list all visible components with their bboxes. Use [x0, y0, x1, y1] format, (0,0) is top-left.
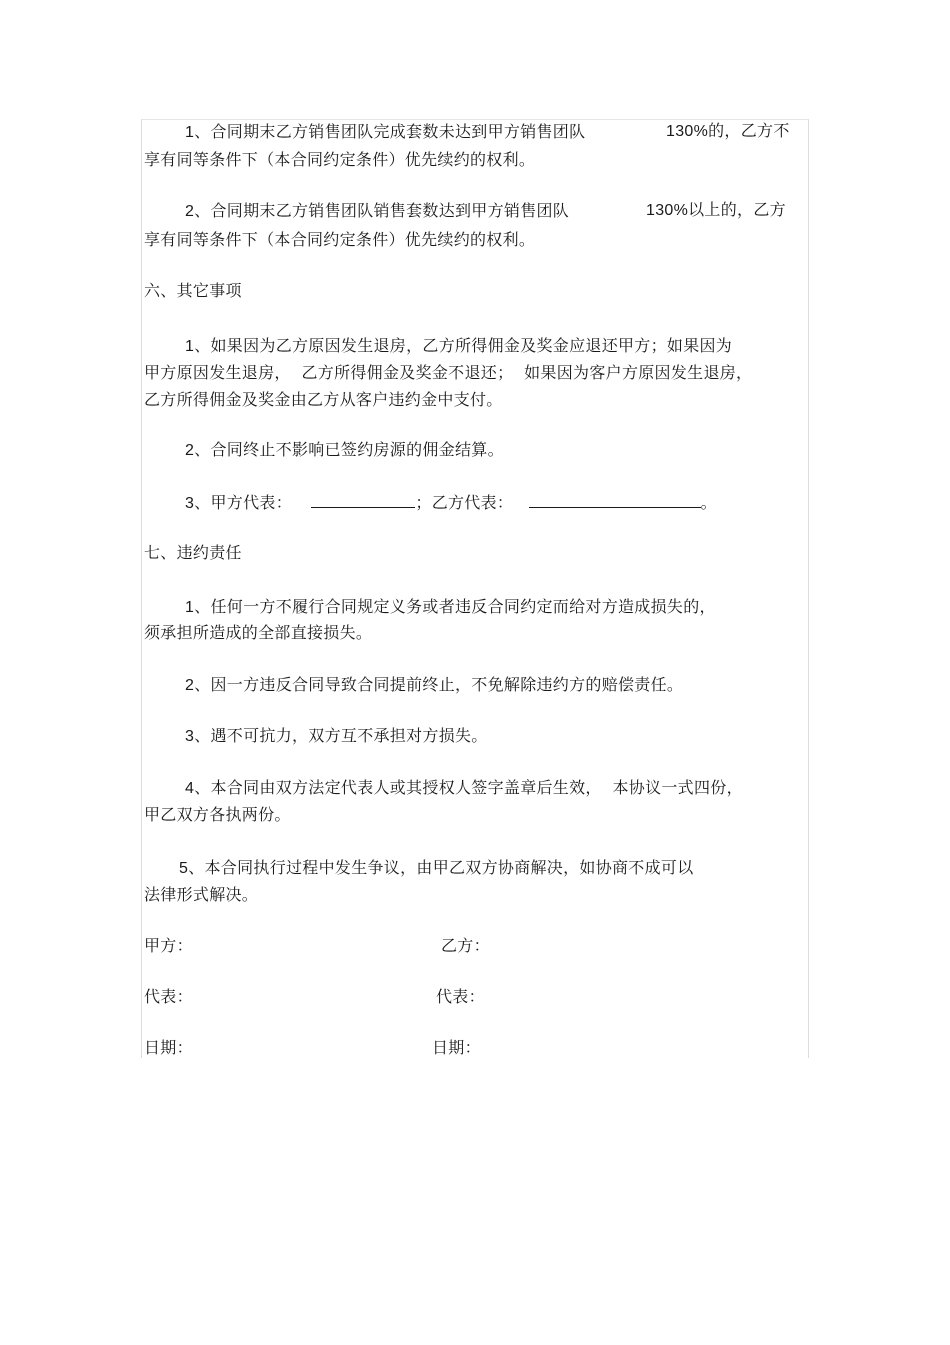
party-b-date-label: 日期：	[432, 1038, 481, 1057]
section-6-heading: 六、其它事项	[144, 281, 242, 300]
clause-5-2-percent: 130%以上的，乙方	[646, 202, 786, 219]
page-border	[141, 119, 809, 1058]
clause-6-1-line-1: 1、如果因为乙方原因发生退房，乙方所得佣金及奖金应退还甲方；如果因为	[185, 336, 733, 355]
party-a-date-label: 日期：	[144, 1038, 193, 1057]
party-b-rep-blank	[529, 489, 701, 508]
clause-7-4-line-2: 甲乙双方各执两份。	[144, 805, 291, 824]
clause-7-2: 2、因一方违反合同导致合同提前终止，不免解除违约方的赔偿责任。	[185, 675, 684, 694]
clause-5-2-line-1: 2、合同期末乙方销售团队销售套数达到甲方销售团队	[185, 201, 570, 220]
party-a-rep-label: 代表：	[144, 987, 193, 1006]
clause-5-2-line-2: 享有同等条件下（本合同约定条件）优先续约的权利。	[144, 230, 536, 249]
clause-6-3: 3、甲方代表： ；乙方代表： 。	[185, 489, 717, 517]
clause-7-1-line-1: 1、任何一方不履行合同规定义务或者违反合同约定而给对方造成损失的，	[185, 597, 716, 616]
section-7-heading: 七、违约责任	[144, 543, 242, 562]
clause-7-5-line-2: 法律形式解决。	[144, 885, 259, 904]
clause-7-3: 3、遇不可抗力，双方互不承担对方损失。	[185, 726, 488, 745]
clause-7-4-line-1: 4、本合同由双方法定代表人或其授权人签字盖章后生效， 本协议一式四份，	[185, 778, 743, 797]
party-a-label: 甲方：	[144, 936, 193, 955]
clause-5-1-percent: 130%的，乙方不	[666, 123, 790, 140]
party-a-rep-blank	[311, 489, 415, 508]
party-b-rep-label: 代表：	[436, 987, 485, 1006]
party-b-label: 乙方：	[441, 936, 490, 955]
clause-5-1-line-2: 享有同等条件下（本合同约定条件）优先续约的权利。	[144, 150, 536, 169]
clause-6-1-line-2: 甲方原因发生退房， 乙方所得佣金及奖金不退还； 如果因为客户方原因发生退房，	[144, 363, 753, 382]
clause-7-5-line-1: 5、本合同执行过程中发生争议，由甲乙双方协商解决，如协商不成可以	[179, 858, 694, 877]
clause-7-1-line-2: 须承担所造成的全部直接损失。	[144, 623, 373, 642]
clause-6-1-line-3: 乙方所得佣金及奖金由乙方从客户违约金中支付。	[144, 390, 503, 409]
clause-6-2: 2、合同终止不影响已签约房源的佣金结算。	[185, 440, 504, 459]
clause-5-1-line-1: 1、合同期末乙方销售团队完成套数未达到甲方销售团队	[185, 122, 586, 141]
